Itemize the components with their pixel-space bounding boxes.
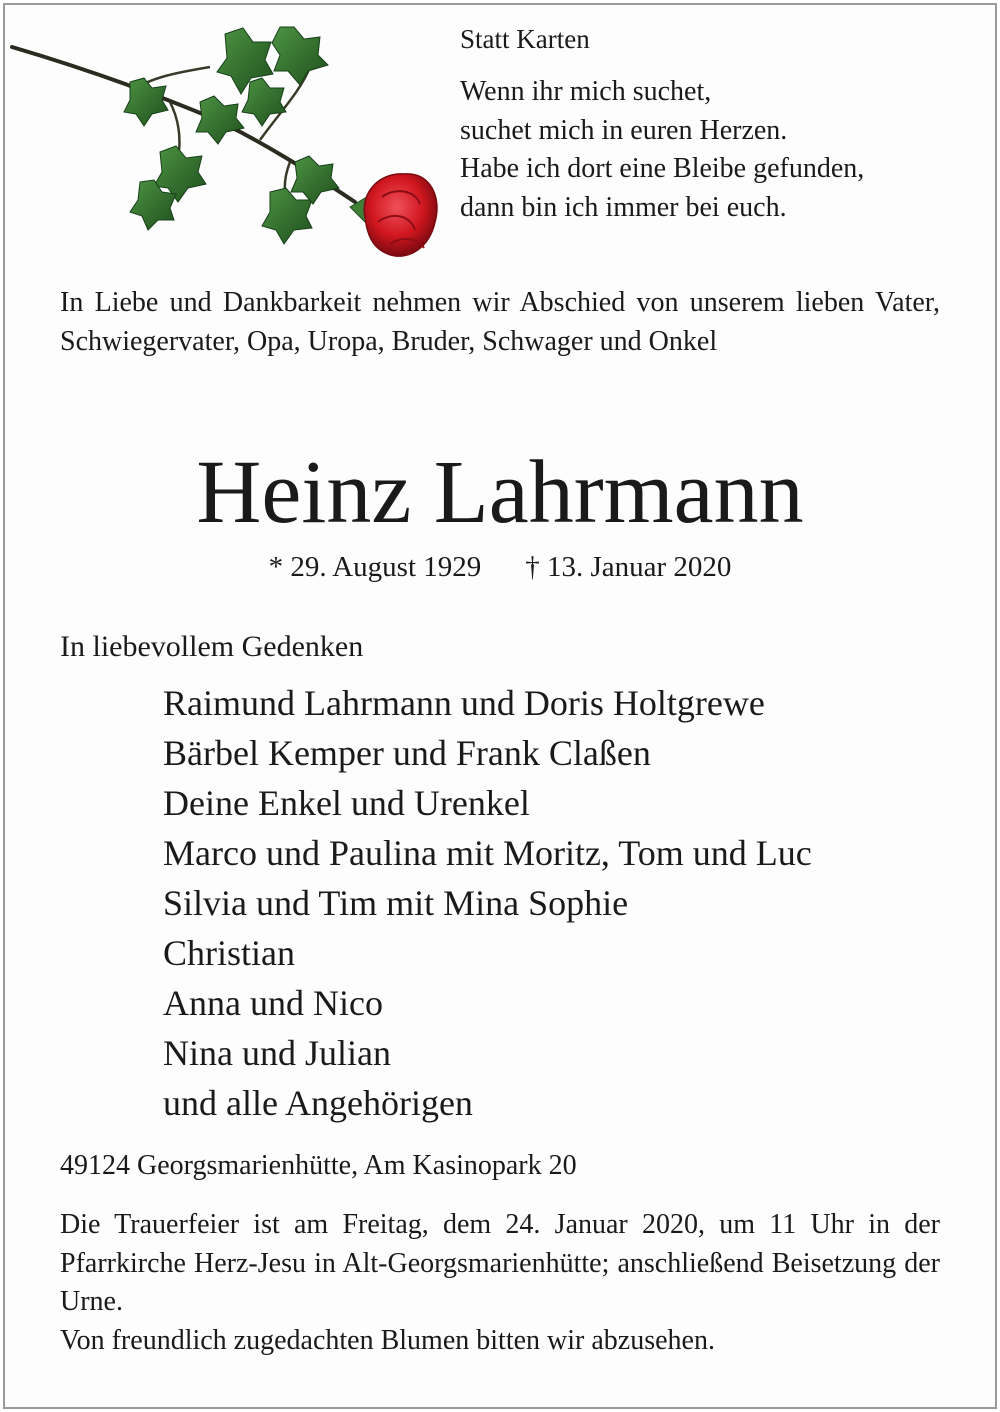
mourner-line: Anna und Nico [163,983,383,1023]
poem-line: Habe ich dort eine Bleibe gefunden, [460,153,865,184]
ivy-leaves [124,27,339,244]
death-date: † 13. Januar 2020 [525,551,732,583]
farewell-intro: In Liebe und Dankbarkeit nehmen wir Abschied von unserem lieben Vater, Schwiegervater, Opa, Uropa, Bruder, Schwager und Onkel [60,287,940,357]
poem-line: suchet mich in euren Herzen. [460,114,788,146]
mourners-list [163,678,812,1128]
poem [460,73,864,227]
mourner-line: Bärbel Kemper und Frank Claßen [163,733,651,773]
rose-bloom [364,174,437,256]
memory-line: In liebevollem Gedenken [60,630,364,663]
mourner-line: Raimund Lahrmann und Doris Holtgrewe [163,683,765,723]
mourner-line: Deine Enkel und Urenkel [163,783,530,823]
poem-line: Wenn ihr mich suchet, [460,76,712,107]
statt-karten-heading: Statt Karten [460,24,590,54]
mourner-line: Nina und Julian [163,1033,391,1073]
deceased-name: Heinz Lahrmann [196,443,804,542]
mourner-line: Christian [163,933,295,973]
family-address: 49124 Georgsmarienhütte, Am Kasinopark 20 [60,1150,577,1181]
rose-with-ivy-image [10,22,440,267]
funeral-service: Die Trauerfeier ist am Freitag, dem 24. Januar 2020, um 11 Uhr in der Pfarrkirche Herz-Jesu in Alt-Georgsmarienhütte; anschließend Beisetzung der Urne. [60,1209,940,1317]
mourner-line: Marco und Paulina mit Moritz, Tom und Luc [163,833,812,873]
funeral-info [60,1206,940,1360]
flowers-note: Von freundlich zugedachten Blumen bitten wir abzusehen. [60,1324,715,1356]
birth-date: * 29. August 1929 [268,551,482,583]
mourner-line: und alle Angehörigen [163,1083,473,1123]
life-dates [0,548,1000,586]
mourner-line: Silvia und Tim mit Mina Sophie [163,883,629,923]
poem-line: dann bin ich immer bei euch. [460,191,787,223]
